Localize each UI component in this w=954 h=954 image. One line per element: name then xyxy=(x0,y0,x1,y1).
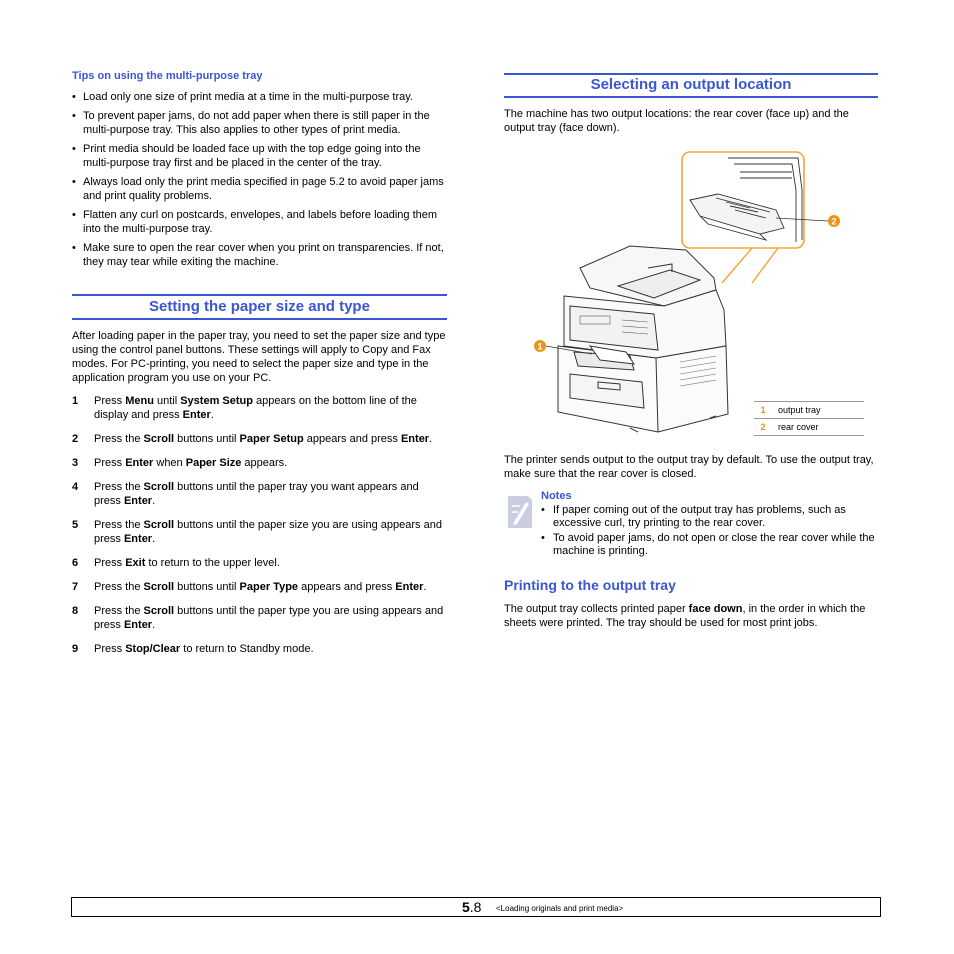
step-number: 8 xyxy=(72,605,79,617)
step-number: 4 xyxy=(72,481,79,493)
step-item: 2 Press the Scroll buttons until Paper Setup appears and press Enter. xyxy=(72,433,433,445)
steps-list xyxy=(72,394,448,666)
paper-size-intro: After loading paper in the paper tray, you need to set the paper size and type using the control panel buttons. These settings will apply to Copy and Fax modes. For PC-printing, you need to select the paper size and type in the application program you use on your PC. xyxy=(72,330,446,384)
list-item: • Load only one size of print media at a time in the multi-purpose tray. xyxy=(72,91,413,103)
notes-list xyxy=(541,504,881,560)
step-number: 1 xyxy=(72,395,79,407)
callout-1-label: 1 xyxy=(537,341,543,352)
note-pencil-icon xyxy=(506,494,534,530)
section-title-paper-size: Setting the paper size and type xyxy=(149,298,370,315)
step-number: 6 xyxy=(72,557,79,569)
table-row: 2 rear cover xyxy=(754,419,864,436)
step-item: 6 Press Exit to return to the upper level. xyxy=(72,557,280,569)
tips-list xyxy=(72,90,448,274)
section-rule-top xyxy=(504,73,878,75)
list-item: • Flatten any curl on postcards, envelopes, and labels before loading them into the multi-purpose tray. xyxy=(72,209,438,235)
list-item: • Print media should be loaded face up with the top edge going into the multi-purpose tray first and be placed in the center of the tray. xyxy=(72,143,421,169)
footer-chapter-title: <Loading originals and print media> xyxy=(496,904,624,913)
section-rule-bottom xyxy=(504,96,878,98)
step-item: 9 Press Stop/Clear to return to Standby mode. xyxy=(72,643,314,655)
step-item: 1 Press Menu until System Setup appears on the bottom line of the display and press Enter. xyxy=(72,395,417,421)
list-item: • To prevent paper jams, do not add paper when there is still paper in the multi-purpose tray. This also applies to other types of print media. xyxy=(72,110,430,136)
table-row: 1 output tray xyxy=(754,402,864,419)
list-item: • Always load only the print media specified in page 5.2 to avoid paper jams and print quality problems. xyxy=(72,176,444,202)
step-item: 8 Press the Scroll buttons until the paper type you are using appears and press Enter. xyxy=(72,605,444,631)
step-number: 9 xyxy=(72,643,79,655)
step-item: 5 Press the Scroll buttons until the paper size you are using appears and press Enter. xyxy=(72,519,442,545)
step-item: 7 Press the Scroll buttons until Paper Type appears and press Enter. xyxy=(72,581,427,593)
section-title-output: Selecting an output location xyxy=(590,76,792,93)
tips-heading: Tips on using the multi-purpose tray xyxy=(72,70,263,82)
section-rule-top xyxy=(72,294,447,296)
figure-legend xyxy=(754,401,864,436)
step-number: 5 xyxy=(72,519,79,531)
step-number: 7 xyxy=(72,581,79,593)
step-item: 4 Press the Scroll buttons until the paper tray you want appears and press Enter. xyxy=(72,481,419,507)
section-rule-bottom xyxy=(72,318,447,320)
step-number: 3 xyxy=(72,457,79,469)
page-number: 5.8 xyxy=(462,899,482,915)
callout-2-label: 2 xyxy=(831,216,837,227)
step-item: 3 Press Enter when Paper Size appears. xyxy=(72,457,288,469)
notes-title: Notes xyxy=(541,490,572,502)
printer-illustration xyxy=(530,150,850,440)
output-intro: The machine has two output locations: the rear cover (face up) and the output tray (face down). xyxy=(504,108,849,134)
output-tray-text: The output tray collects printed paper face down, in the order in which the sheets were printed. The tray should be used for most print jobs. xyxy=(504,603,866,629)
subheading-output-tray: Printing to the output tray xyxy=(504,577,676,593)
list-item: • To avoid paper jams, do not open or close the rear cover while the machine is printing. xyxy=(541,532,875,557)
list-item: • If paper coming out of the output tray has problems, such as excessive curl, try printing to the rear cover. xyxy=(541,504,846,529)
after-figure-text: The printer sends output to the output tray by default. To use the output tray, make sure that the rear cover is closed. xyxy=(504,454,874,480)
list-item: • Make sure to open the rear cover when you print on transparencies. If not, they may tear while exiting the machine. xyxy=(72,242,444,268)
step-number: 2 xyxy=(72,433,79,445)
